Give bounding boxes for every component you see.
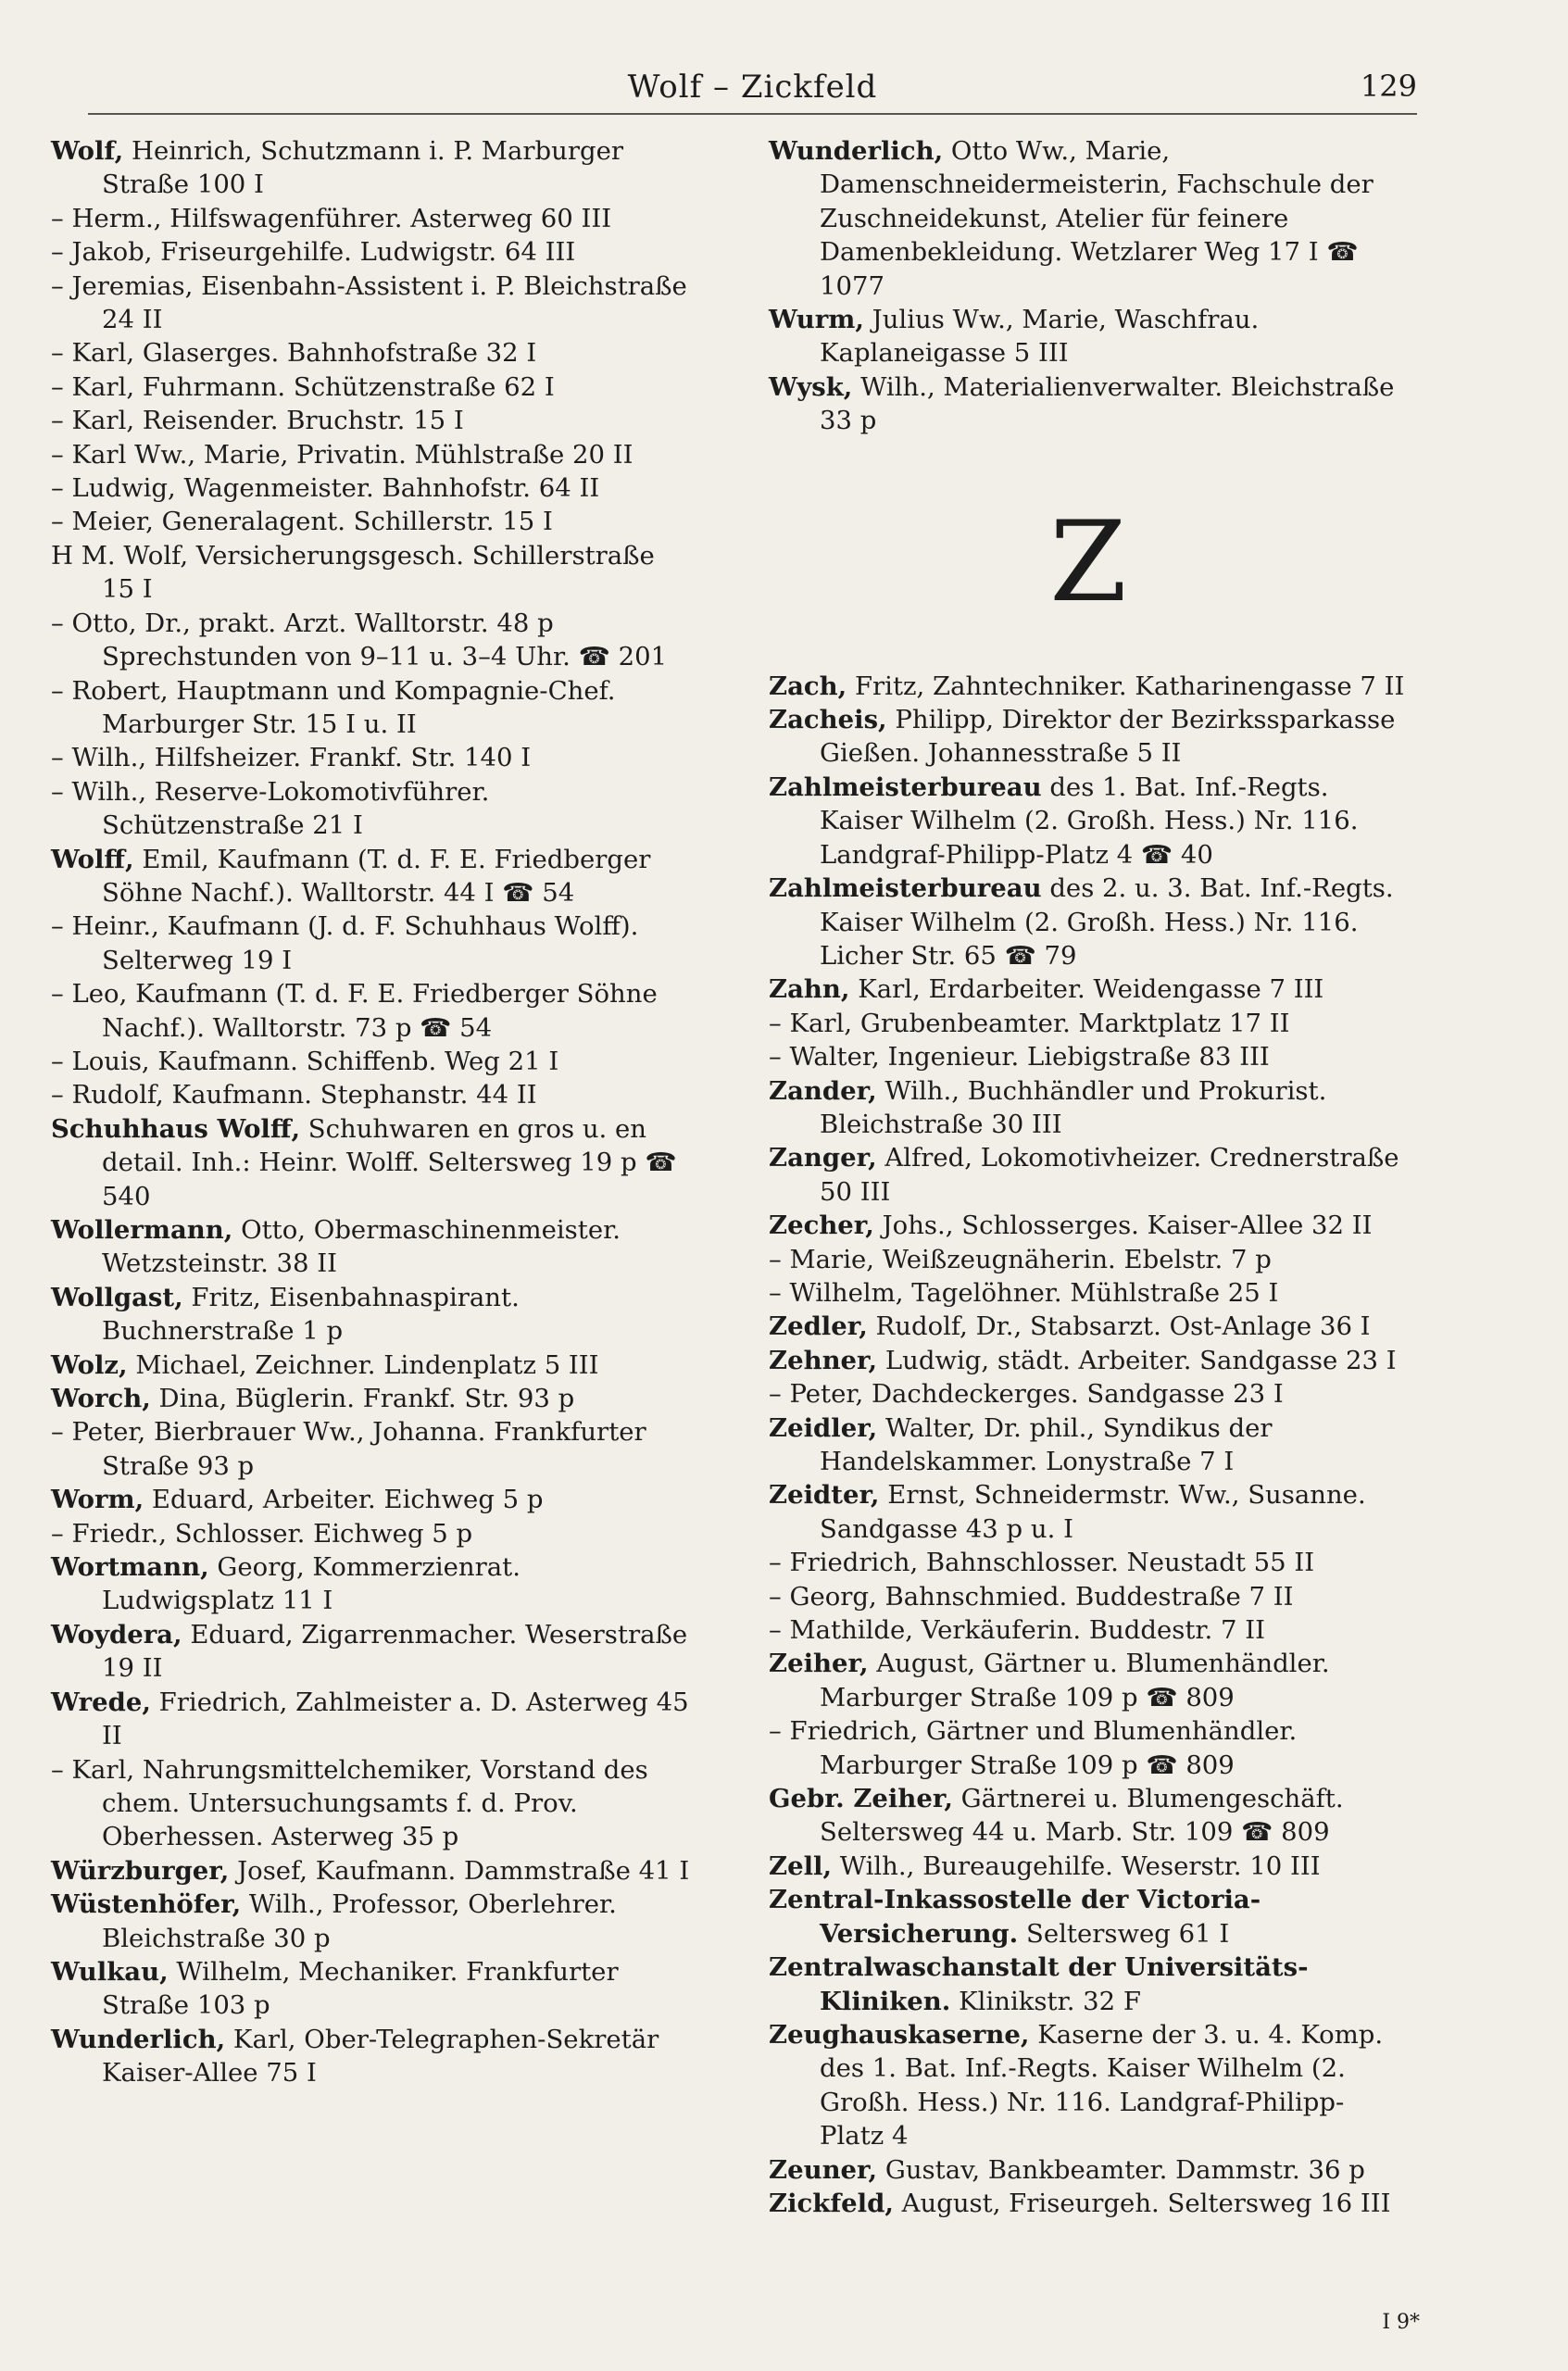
entry-details: – Rudolf, Kaufmann. Stephanstr. 44 II: [51, 1080, 537, 1110]
entry-details: – Robert, Hauptmann und Kompagnie-Chef. Marburger Str. 15 I u. II: [51, 675, 616, 739]
entry-name: Wolf,: [51, 136, 124, 166]
entry-name: Worch,: [51, 1384, 151, 1414]
entry-details: Emil, Kaufmann (T. d. F. E. Friedberger Söhne Nachf.). Walltorstr. 44 I ☎ 54: [102, 844, 651, 908]
entry-name: Zehner,: [769, 1345, 878, 1375]
entry-details: Wilh., Bureaugehilfe. Weserstr. 10 III: [832, 1850, 1321, 1881]
directory-entry: [51, 1281, 690, 1349]
directory-entry: [769, 670, 1408, 703]
entry-details: – Otto, Dr., prakt. Arzt. Walltorstr. 48 p Sprechstunden von 9–11 u. 3–4 Uhr. ☎ 201: [51, 608, 668, 672]
entry-details: – Walter, Ingenieur. Liebigstraße 83 III: [769, 1042, 1270, 1073]
directory-entry: [769, 972, 1408, 1006]
directory-entry: [769, 1344, 1408, 1377]
directory-entry: [769, 1310, 1408, 1343]
directory-entry: [769, 1951, 1408, 2018]
directory-entry: [51, 1112, 690, 1213]
entry-details: des 2. u. 3. Bat. Inf.-Regts. Kaiser Wilhelm (2. Großh. Hess.) Nr. 116. Licher Str. 65 ☎ 79: [820, 873, 1394, 971]
entry-name: Zentralwaschanstalt der Universitäts-Kliniken.: [769, 1952, 1309, 2016]
directory-entry: [51, 1955, 690, 2023]
entry-details: Klinikstr. 32 F: [950, 1986, 1141, 2016]
entry-details: Otto, Obermaschinenmeister. Wetzsteinstr. 38 II: [102, 1215, 621, 1279]
entry-name: Zahn,: [769, 974, 850, 1005]
directory-entry: [51, 1415, 690, 1483]
right-column-entries-w: [769, 134, 1408, 438]
entry-name: Wurm,: [769, 305, 864, 335]
entry-details: Karl, Ober-Telegraphen-Sekretär Kaiser-Allee 75 I: [102, 2024, 659, 2089]
entry-details: Schuhwaren en gros u. en detail. Inh.: Heinr. Wolff. Seltersweg 19 p ☎ 540: [102, 1113, 677, 1211]
entry-details: – Wilhelm, Tagelöhner. Mühlstraße 25 I: [769, 1277, 1279, 1308]
directory-entry: [51, 1382, 690, 1415]
section-letter: Z: [1049, 497, 1127, 627]
left-column: [51, 134, 690, 2090]
entry-details: August, Friseurgeh. Seltersweg 16 III: [893, 2188, 1391, 2218]
directory-entry: [769, 370, 1408, 438]
directory-entry: [769, 1580, 1408, 1613]
entry-name: Zeidler,: [769, 1412, 878, 1443]
entry-details: Karl, Erdarbeiter. Weidengasse 7 III: [849, 974, 1324, 1005]
directory-entry: [769, 1209, 1408, 1242]
directory-entry: [769, 1546, 1408, 1579]
directory-entry: [769, 771, 1408, 872]
entry-name: Zeuner,: [769, 2154, 878, 2185]
entry-details: des 1. Bat. Inf.-Regts. Kaiser Wilhelm (2. Großh. Hess.) Nr. 116. Landgraf-Philipp-Platz 4 ☎ 40: [820, 772, 1359, 870]
entry-details: – Georg, Bahnschmied. Buddestraße 7 II: [769, 1581, 1294, 1612]
entry-name: Wulkau,: [51, 1956, 169, 1987]
entry-details: – Herm., Hilfswagenführer. Asterweg 60 III: [51, 203, 612, 233]
entry-details: Johs., Schlosserges. Kaiser-Allee 32 II: [873, 1211, 1373, 1241]
entry-name: Wollgast,: [51, 1282, 183, 1312]
entry-details: – Meier, Generalagent. Schillerstr. 15 I: [51, 507, 553, 537]
entry-details: – Peter, Bierbrauer Ww., Johanna. Frankfurter Straße 93 p: [51, 1417, 646, 1481]
running-title: Wolf – Zickfeld: [627, 69, 878, 106]
entry-details: Philipp, Direktor der Bezirkssparkasse Gießen. Johannesstraße 5 II: [820, 705, 1396, 769]
entry-details: Seltersweg 61 I: [1018, 1918, 1230, 1949]
entry-details: Alfred, Lokomotivheizer. Crednerstraße 50 III: [820, 1143, 1399, 1207]
entry-details: – Peter, Dachdeckerges. Sandgasse 23 I: [769, 1379, 1284, 1410]
entry-details: Rudolf, Dr., Stabsarzt. Ost-Anlage 36 I: [867, 1311, 1371, 1342]
entry-details: Fritz, Zahntechniker. Katharinengasse 7 II: [847, 671, 1405, 701]
directory-entry: [769, 1377, 1408, 1411]
entry-details: – Karl, Nahrungsmittelchemiker, Vorstand des chem. Untersuchungsamts f. d. Prov. Oberhessen. Asterweg 35 p: [51, 1754, 648, 1852]
directory-entry: [769, 1850, 1408, 1883]
directory-entry: [51, 539, 690, 607]
entry-details: Wilh., Professor, Oberlehrer. Bleichstraße 30 p: [102, 1889, 617, 1953]
directory-entry: [51, 1888, 690, 1955]
entry-name: Zedler,: [769, 1311, 868, 1342]
directory-entry: [769, 1141, 1408, 1209]
directory-entry: [51, 910, 690, 977]
entry-name: Schuhhaus Wolff,: [51, 1113, 301, 1144]
directory-entry: [769, 872, 1408, 972]
entry-details: Gärtnerei u. Blumengeschäft. Seltersweg 44 u. Marb. Str. 109 ☎ 809: [820, 1784, 1344, 1848]
directory-entry: [769, 1613, 1408, 1647]
entry-name: Wunderlich,: [769, 136, 944, 166]
directory-entry: [51, 741, 690, 774]
entry-details: – Karl, Reisender. Bruchstr. 15 I: [51, 406, 464, 436]
entry-name: Zanger,: [769, 1143, 877, 1173]
directory-entry: [769, 2153, 1408, 2187]
directory-entry: [51, 607, 690, 674]
entry-name: Zahlmeisterbureau: [769, 772, 1042, 802]
directory-entry: [51, 1854, 690, 1888]
entry-details: Wilh., Materialienverwalter. Bleichstraße 33 p: [820, 371, 1395, 436]
directory-entry: [51, 977, 690, 1045]
directory-entry: [769, 1647, 1408, 1714]
directory-entry: [51, 1753, 690, 1854]
directory-entry: [51, 235, 690, 269]
entry-details: Ernst, Schneidermstr. Ww., Susanne. Sandgasse 43 p u. I: [820, 1480, 1366, 1544]
entry-details: Eduard, Arbeiter. Eichweg 5 p: [144, 1485, 544, 1515]
entry-name: Wrede,: [51, 1687, 151, 1717]
entry-details: – Mathilde, Verkäuferin. Buddestr. 7 II: [769, 1615, 1266, 1646]
entry-name: Zander,: [769, 1075, 877, 1106]
directory-entry: [769, 2187, 1408, 2220]
directory-entry: [51, 134, 690, 202]
entry-details: Friedrich, Zahlmeister a. D. Asterweg 45 II: [102, 1687, 689, 1751]
directory-entry: [51, 1045, 690, 1078]
entry-details: – Friedrich, Gärtner und Blumenhändler. Marburger Straße 109 p ☎ 809: [769, 1716, 1298, 1780]
directory-entry: [51, 505, 690, 538]
entry-name: Zeiher,: [769, 1649, 869, 1679]
entry-details: – Louis, Kaufmann. Schiffenb. Weg 21 I: [51, 1046, 559, 1076]
directory-entry: [51, 1686, 690, 1753]
directory-entry: [51, 404, 690, 437]
directory-entry: [51, 1078, 690, 1111]
entry-details: – Friedrich, Bahnschlosser. Neustadt 55 II: [769, 1548, 1315, 1578]
entry-details: – Jeremias, Eisenbahn-Assistent i. P. Bleichstraße 24 II: [51, 270, 687, 335]
directory-entry: [51, 1349, 690, 1382]
entry-details: – Heinr., Kaufmann (J. d. F. Schuhhaus Wolff). Selterweg 19 I: [51, 911, 639, 975]
entry-details: – Karl, Grubenbeamter. Marktplatz 17 II: [769, 1008, 1290, 1038]
directory-entry: [51, 336, 690, 370]
entry-details: Fritz, Eisenbahnaspirant. Buchnerstraße 1 p: [102, 1282, 520, 1347]
entry-name: Wüstenhöfer,: [51, 1889, 242, 1920]
entry-details: – Karl, Glaserges. Bahnhofstraße 32 I: [51, 338, 537, 369]
entry-details: – Karl Ww., Marie, Privatin. Mühlstraße 20 II: [51, 439, 633, 470]
entry-name: Würzburger,: [51, 1855, 230, 1886]
directory-entry: [51, 775, 690, 843]
entry-name: Zeidter,: [769, 1480, 880, 1511]
directory-entry: [769, 303, 1408, 370]
page-number: 129: [1360, 69, 1417, 104]
directory-entry: [51, 370, 690, 404]
directory-entry: [51, 1483, 690, 1516]
entry-details: – Wilh., Hilfsheizer. Frankf. Str. 140 I: [51, 743, 532, 773]
page-header: [88, 65, 1417, 115]
directory-entry: [51, 270, 690, 337]
entry-name: Wollermann,: [51, 1215, 233, 1245]
entry-details: – Jakob, Friseurgehilfe. Ludwigstr. 64 III: [51, 237, 576, 268]
entry-details: – Ludwig, Wagenmeister. Bahnhofstr. 64 II: [51, 473, 600, 504]
entry-name: Wortmann,: [51, 1552, 209, 1583]
directory-entry: [769, 1007, 1408, 1040]
entry-details: Dina, Büglerin. Frankf. Str. 93 p: [150, 1384, 575, 1414]
directory-entry: [51, 1550, 690, 1618]
entry-details: Kaserne der 3. u. 4. Komp. des 1. Bat. Inf.-Regts. Kaiser Wilhelm (2. Großh. Hess.) Nr. 116. Landgraf-Philipp-Platz 4: [820, 2019, 1384, 2151]
entry-name: Woydera,: [51, 1619, 182, 1650]
directory-entry: [769, 1411, 1408, 1479]
entry-details: Walter, Dr. phil., Syndikus der Handelskammer. Lonystraße 7 I: [820, 1412, 1273, 1476]
directory-entry: [51, 1213, 690, 1281]
entry-details: August, Gärtner u. Blumenhändler. Marburger Straße 109 p ☎ 809: [820, 1649, 1330, 1712]
directory-entry: [769, 1040, 1408, 1073]
entry-details: Heinrich, Schutzmann i. P. Marburger Straße 100 I: [102, 136, 623, 200]
directory-entry: [51, 471, 690, 505]
entry-name: Wunderlich,: [51, 2024, 226, 2054]
entry-name: Wolz,: [51, 1349, 128, 1380]
entry-name: Zach,: [769, 671, 847, 701]
entry-details: Georg, Kommerzienrat. Ludwigsplatz 11 I: [102, 1552, 521, 1616]
entry-details: Otto Ww., Marie, Damenschneidermeisterin, Fachschule der Zuschneidekunst, Atelier für feinere Damenbekleidung. Wetzlarer Weg 17 I ☎ 1077: [820, 136, 1374, 301]
directory-entry: [769, 1074, 1408, 1142]
directory-entry: [769, 134, 1408, 303]
entry-details: – Karl, Fuhrmann. Schützenstraße 62 I: [51, 371, 555, 402]
right-column-entries-z: [769, 670, 1408, 2221]
entry-details: Michael, Zeichner. Lindenplatz 5 III: [127, 1349, 599, 1380]
entry-details: Eduard, Zigarrenmacher. Weserstraße 19 II: [102, 1619, 688, 1684]
entry-name: Zickfeld,: [769, 2188, 894, 2218]
directory-entry: [51, 843, 690, 910]
directory-entry: [51, 438, 690, 471]
right-column: [769, 134, 1408, 2220]
entry-details: – Marie, Weißzeugnäherin. Ebelstr. 7 p: [769, 1244, 1272, 1274]
entry-details: Julius Ww., Marie, Waschfrau. Kaplaneigasse 5 III: [820, 305, 1260, 369]
entry-name: Wolff,: [51, 844, 134, 874]
sheet-signature: I 9*: [1382, 2311, 1420, 2334]
directory-entry: [51, 2023, 690, 2090]
entry-name: Worm,: [51, 1485, 144, 1515]
directory-entry: [51, 202, 690, 235]
entry-details: Ludwig, städt. Arbeiter. Sandgasse 23 I: [877, 1345, 1397, 1375]
directory-entry: [769, 1276, 1408, 1310]
entry-details: Gustav, Bankbeamter. Dammstr. 36 p: [877, 2154, 1365, 2185]
entry-name: Zahlmeisterbureau: [769, 873, 1042, 904]
directory-entry: [769, 1714, 1408, 1782]
entry-details: – Wilh., Reserve-Lokomotivführer. Schützenstraße 21 I: [51, 776, 490, 841]
directory-entry: [769, 1782, 1408, 1850]
directory-entry: [769, 1243, 1408, 1276]
directory-entry: [769, 1883, 1408, 1951]
directory-entry: [51, 1517, 690, 1550]
entry-details: H M. Wolf, Versicherungsgesch. Schillerstraße 15 I: [51, 540, 655, 605]
directory-entry: [769, 703, 1408, 771]
entry-name: Gebr. Zeiher,: [769, 1784, 953, 1814]
entry-details: – Leo, Kaufmann (T. d. F. E. Friedberger Söhne Nachf.). Walltorstr. 73 p ☎ 54: [51, 979, 658, 1043]
entry-details: Wilh., Buchhändler und Prokurist. Bleichstraße 30 III: [820, 1075, 1327, 1139]
directory-entry: [51, 674, 690, 742]
entry-details: Josef, Kaufmann. Dammstraße 41 I: [229, 1855, 690, 1886]
directory-entry: [769, 2018, 1408, 2153]
entry-name: Zell,: [769, 1850, 833, 1881]
entry-name: Zecher,: [769, 1211, 874, 1241]
directory-entry: [51, 1618, 690, 1686]
entry-details: Wilhelm, Mechaniker. Frankfurter Straße 103 p: [102, 1956, 619, 2021]
entry-name: Zentral-Inkassostelle der Victoria-Versicherung.: [769, 1885, 1261, 1949]
entry-name: Zeughauskaserne,: [769, 2019, 1030, 2050]
directory-entry: [769, 1478, 1408, 1546]
entry-name: Zacheis,: [769, 705, 887, 735]
entry-details: – Friedr., Schlosser. Eichweg 5 p: [51, 1518, 473, 1549]
entry-name: Wysk,: [769, 371, 853, 402]
